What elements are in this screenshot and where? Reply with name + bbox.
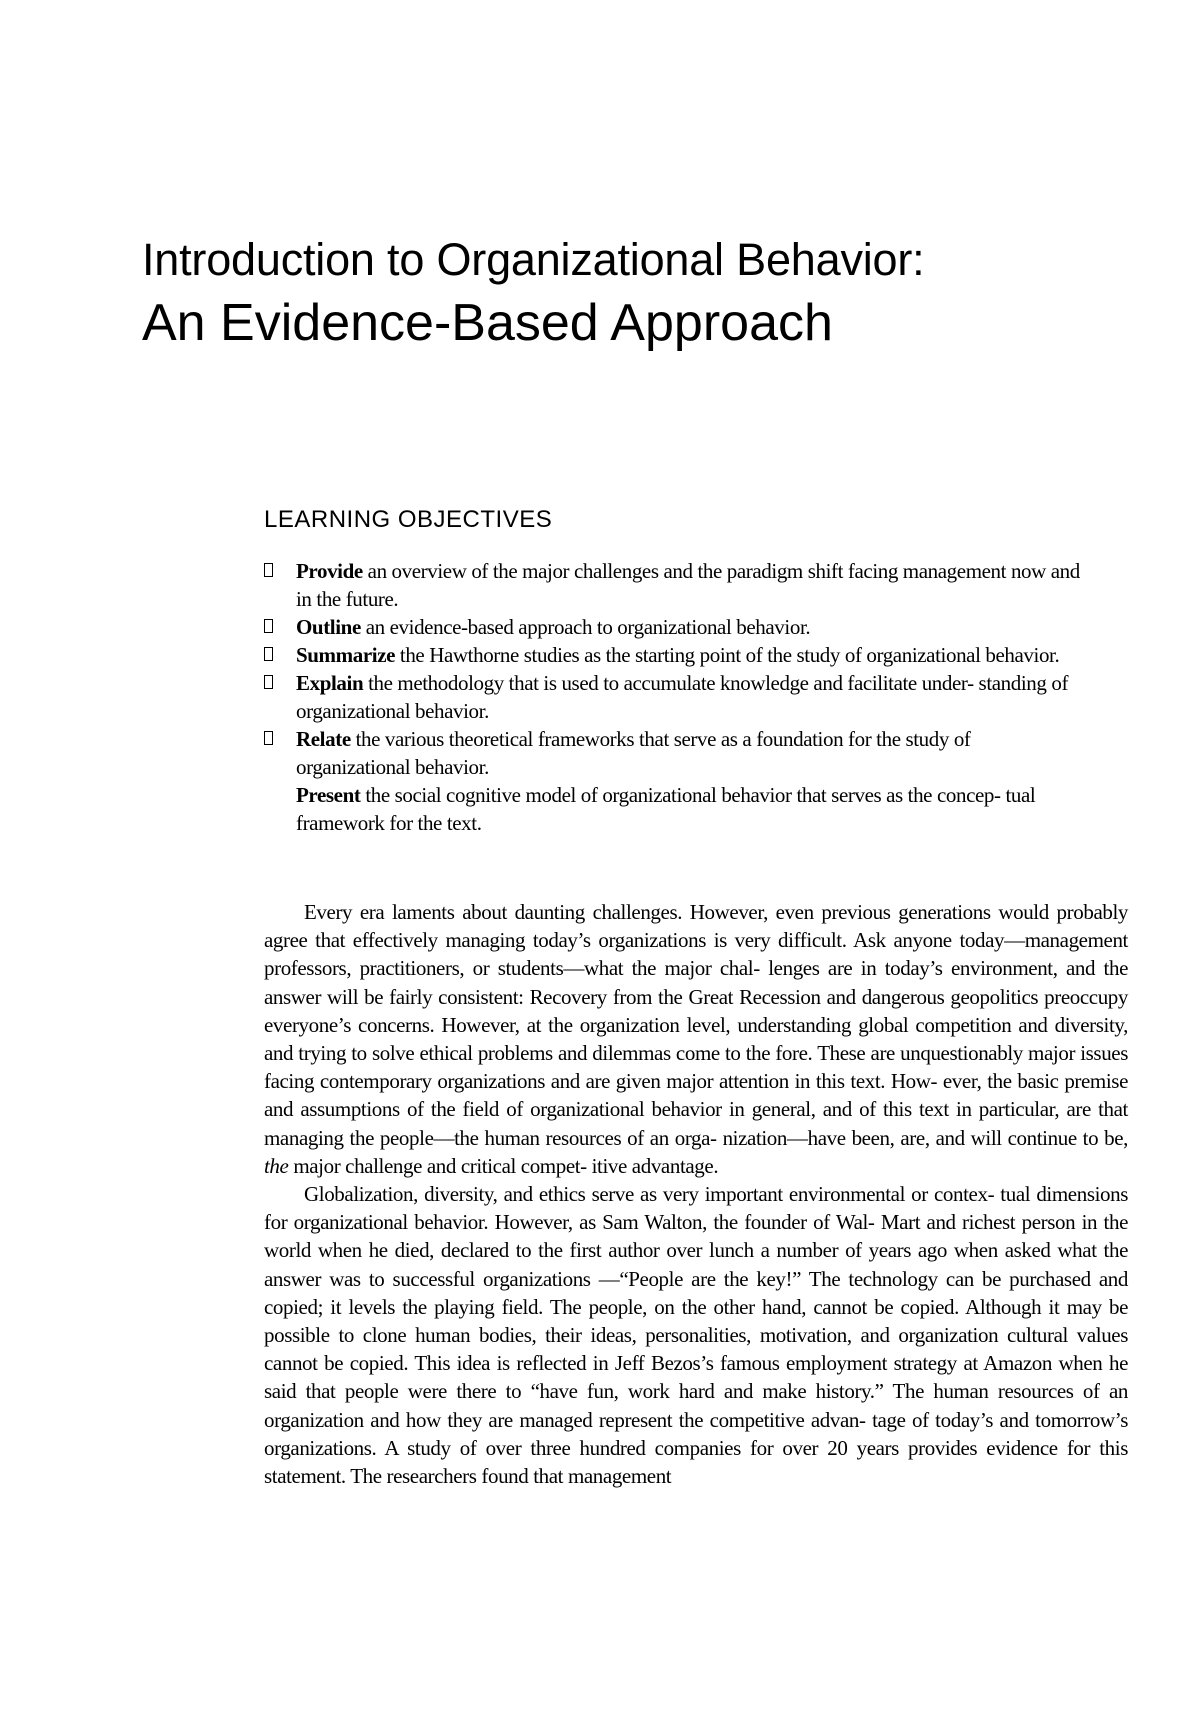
objective-item <box>264 669 1086 725</box>
bullet-box-icon <box>264 675 273 689</box>
objective-verb: Present <box>296 783 361 807</box>
objective-text: an overview of the major challenges and the paradigm shift facing management now and in the future. <box>296 559 1080 611</box>
objective-text: an evidence-based approach to organizational behavior. <box>360 615 811 639</box>
objective-item <box>264 725 1086 781</box>
paragraph-text: major challenge and critical compet- itive advantage. <box>288 1153 719 1178</box>
learning-objectives-section <box>264 505 1124 837</box>
chapter-title <box>142 232 1122 354</box>
learning-objectives-list <box>264 557 1124 837</box>
objective-item <box>264 781 1086 837</box>
learning-objectives-heading: LEARNING OBJECTIVES <box>264 506 553 533</box>
objective-text: the various theoretical frameworks that serve as a foundation for the study of organizational behavior. <box>296 727 971 779</box>
objective-item <box>264 613 1086 641</box>
objective-verb: Outline <box>296 615 361 639</box>
objective-text: the social cognitive model of organizational behavior that serves as the concep- tual framework for the text. <box>296 783 1036 835</box>
objective-text: the methodology that is used to accumulate knowledge and facilitate under- standing of organizational behavior. <box>296 671 1069 723</box>
bullet-box-icon <box>264 731 273 745</box>
chapter-title-line-1: Introduction to Organizational Behavior: <box>142 234 925 285</box>
paragraph-text: Every era laments about daunting challenges. However, even previous generations would probably agree that effectively managing today’s organizations is very difficult. Ask anyone today—management professors, practitioners, or students—what the major chal- lenges are in today’s environment, and the answer will be fairly consistent: Recovery from the Great Recession and dangerous geopolitics preoccupy everyone’s concerns. However, at the organization level, understanding global competition and diversity, and trying to solve ethical problems and dilemmas come to the fore. These are unquestionably major issues facing contemporary organizations and are given major attention in this text. How- ever, the basic premise and assumptions of the field of organizational behavior in general, and of this text in particular, are that managing the people—the human resources of an orga- nization—have been, are, and will continue to be, <box>264 900 1128 1150</box>
chapter-title-line-2: An Evidence-Based Approach <box>142 294 833 352</box>
body-text <box>264 898 1128 1490</box>
objective-verb: Provide <box>296 559 363 583</box>
bullet-box-icon <box>264 619 273 633</box>
emphasis-text: the <box>264 1153 289 1178</box>
objective-item <box>264 557 1086 613</box>
objective-verb: Explain <box>296 671 364 695</box>
bullet-box-icon <box>264 647 273 661</box>
objective-item <box>264 641 1086 669</box>
objective-verb: Relate <box>296 727 351 751</box>
body-paragraph-2: Globalization, diversity, and ethics serve as very important environmental or contex- tual dimensions for organizational behavior. However, as Sam Walton, the founder of Wal- Mart and richest person in the world when he died, declared to the first author over lunch a number of years ago when asked what the answer was to successful organizations —“People are the key!” The technology can be purchased and copied; it levels the playing field. The people, on the other hand, cannot be copied. Although it may be possible to clone human bodies, their ideas, personalities, motivation, and organization cultural values cannot be copied. This idea is reflected in Jeff Bezos’s famous employment strategy at Amazon when he said that people were there to “have fun, work hard and make history.” The human resources of an organization and how they are managed represent the competitive advan- tage of today’s and tomorrow’s organizations. A study of over three hundred companies for over 20 years provides evidence for this statement. The researchers found that management <box>264 1182 1128 1489</box>
objective-text: the Hawthorne studies as the starting point of the study of organizational behavior. <box>395 643 1060 667</box>
objective-verb: Summarize <box>296 643 396 667</box>
bullet-box-icon <box>264 563 273 577</box>
body-paragraph-1 <box>264 898 1128 1180</box>
